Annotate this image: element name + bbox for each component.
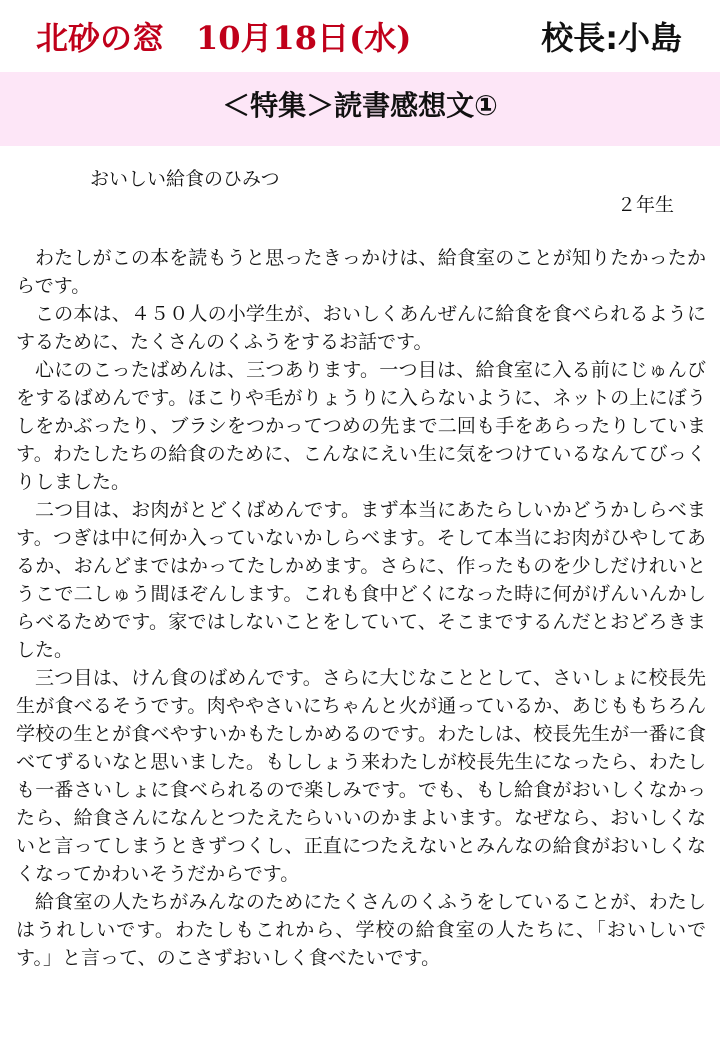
feature-banner xyxy=(0,72,720,146)
feature-title: ＜特集＞読書感想文① xyxy=(222,89,498,122)
essay-paragraph: 三つ目は、けん食のばめんです。さらに大じなこととして、さいしょに校長先生が食べるそうです。肉ややさいにちゃんと火が通っているか、あじももちろん学校の生とが食べやすいかもたしかめるのです。わたしは、校長先生が一番に食べてずるいなと思いました。もししょう来わたしが校長先生になったら、わたしも一番さいしょに食べられるので楽しみです。でも、もし給食がおいしくなかったら、給食さんになんとつたえたらいいのかまよいます。なぜなら、おいしくないと言ってしまうときずつくし、正直につたえないとみんなの給食がおいしくなくなってかわいそうだからです。 xyxy=(16,667,706,885)
essay-paragraph: わたしがこの本を読もうと思ったきっかけは、給食室のことが知りたかったからです。 xyxy=(16,247,706,297)
essay-paragraph: この本は、４５０人の小学生が、おいしくあんぜんに給食を食べられるようにするために、たくさんのくふうをするお話です。 xyxy=(16,303,706,353)
essay-paragraph: 給食室の人たちがみんなのためにたくさんのくふうをしていることが、わたしはうれしいです。わたしもこれから、学校の給食室の人たちに、「おいしいです。」と言って、のこさずおいしく食べたいです。 xyxy=(16,891,706,969)
principal-name: 校長:小島 xyxy=(541,19,682,57)
newsletter-masthead: 北砂の窓 10月18日(水) xyxy=(36,19,412,57)
essay-body xyxy=(16,244,706,972)
essay-title: おいしい給食のひみつ xyxy=(90,168,280,190)
essay-paragraph: 二つ目は、お肉がとどくばめんです。まず本当にあたらしいかどうかしらべます。つぎは中に何か入っていないかしらべます。そして本当にお肉がひやしてあるか、おんどまではかってたしかめます。さらに、作ったものを少しだけれいとうこで二しゅう間ほぞんします。これも食中どくになった時に何がげんいんかしらべるためです。家ではしないことをしていて、そこまでするんだとおどろきました。 xyxy=(16,499,706,661)
author-grade: ２年生 xyxy=(616,194,674,216)
newsletter-header xyxy=(0,0,720,72)
essay-paragraph: 心にのこったばめんは、三つあります。一つ目は、給食室に入る前にじゅんびをするばめんです。ほこりや毛がりょうりに入らないように、ネットの上にぼうしをかぶったり、ブラシをつかってつめの先まで二回も手をあらったりしています。わたしたちの給食のために、こんなにえい生に気をつけているなんてびっくりしました。 xyxy=(16,359,706,493)
